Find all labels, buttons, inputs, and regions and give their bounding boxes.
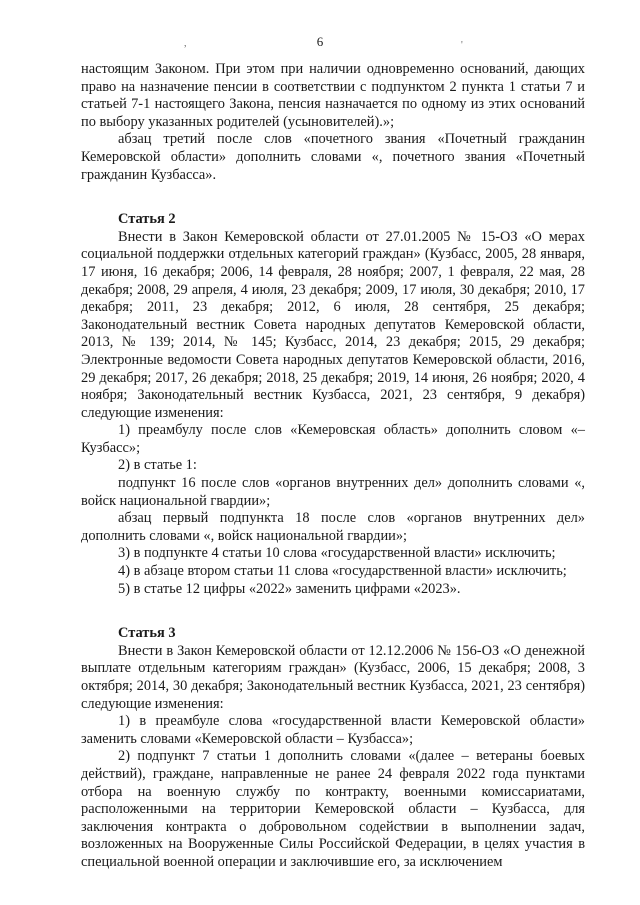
page-number: 6: [316, 34, 324, 49]
scan-mark: ': [461, 40, 463, 51]
list-item: 2) подпункт 7 статьи 1 дополнить словами «(далее – ветераны боевых действий), граждане, направленные не ранее 24 февраля 2022 года пунктами отбора на военную службу по контракту, военными комиссариатами, расположенными на территории Кемеровской области – Кузбасса, для заключения контракта о добровольном содействии в выполнении задач, возложенных на Вооруженные Силы Российской Федерации, в целях участия в специальной военной операции и заключившие его, за исключением: [81, 748, 585, 870]
list-item: 5) в статье 12 цифры «2022» заменить цифрами «2023».: [118, 580, 461, 597]
list-item: абзац первый подпункта 18 после слов «органов внутренних дел» дополнить словами «, войск национальной гвардии»;: [81, 510, 585, 544]
article-heading: Статья 3: [118, 625, 176, 642]
list-item: 3) в подпункте 4 статьи 10 слова «государственной власти» исключить;: [118, 545, 556, 562]
paragraph: Внести в Закон Кемеровской области от 12.12.2006 № 156-ОЗ «О денежной выплате отдельным категориям граждан» (Кузбасс, 2006, 15 декабря; 2008, 3 октября; 2014, 30 декабря; Законодательный вестник Кузбасса, 2021, 23 сентября) следующие изменения:: [81, 642, 585, 712]
list-item: подпункт 16 после слов «органов внутренних дел» дополнить словами «, войск национальной гвардии»;: [81, 475, 585, 509]
article-heading: Статья 2: [118, 211, 176, 228]
document-body: [81, 61, 585, 872]
paragraph: настоящим Законом. При этом при наличии одновременно оснований, дающих право на назначение пенсии в соответствии с подпунктом 2 пункта 1 статьи 7 и статьей 7-1 настоящего Закона, пенсия назначается по одному из этих оснований по выбору указанных родителей (усыновителей).»;: [81, 61, 585, 130]
list-item: 4) в абзаце втором статьи 11 слова «государственной власти» исключить;: [118, 563, 567, 580]
paragraph: Внести в Закон Кемеровской области от 27.01.2005 № 15-ОЗ «О мерах социальной поддержки отдельных категорий граждан» (Кузбасс, 2005, 28 января, 17 июня, 16 декабря; 2006, 14 февраля, 28 ноября; 2007, 1 февраля, 22 мая, 28 декабря; 2008, 29 апреля, 4 июля, 23 декабря; 2009, 17 июля, 30 декабря; 2010, 17 декабря; 2011, 23 декабря; 2012, 6 июля, 28 сентября, 25 декабря; Законодательный вестник Совета народных депутатов Кемеровской области, 2013, № 139; 2014, № 145; Кузбасс, 2014, 23 декабря; 2015, 29 декабря; Электронные ведомости Совета народных депутатов Кемеровской области, 2016, 29 декабря; 2017, 26 декабря; 2018, 25 декабря; 2019, 14 июня, 26 ноября; 2020, 4 ноября; Законодательный вестник Кузбасса, 2021, 23 сентября, 9 декабря) следующие изменения:: [81, 228, 585, 421]
list-item: 2) в статье 1:: [118, 457, 197, 474]
list-item: 1) в преамбуле слова «государственной власти Кемеровской области» заменить словами «Кемеровской области – Кузбасса»;: [81, 713, 585, 747]
list-item: 1) преамбулу после слов «Кемеровская область» дополнить словом «– Кузбасс»;: [81, 422, 585, 456]
paragraph: абзац третий после слов «почетного звания «Почетный гражданин Кемеровской области» дополнить словами «, почетного звания «Почетный гражданин Кузбасса».: [81, 131, 585, 183]
scan-mark: ,: [184, 38, 187, 49]
